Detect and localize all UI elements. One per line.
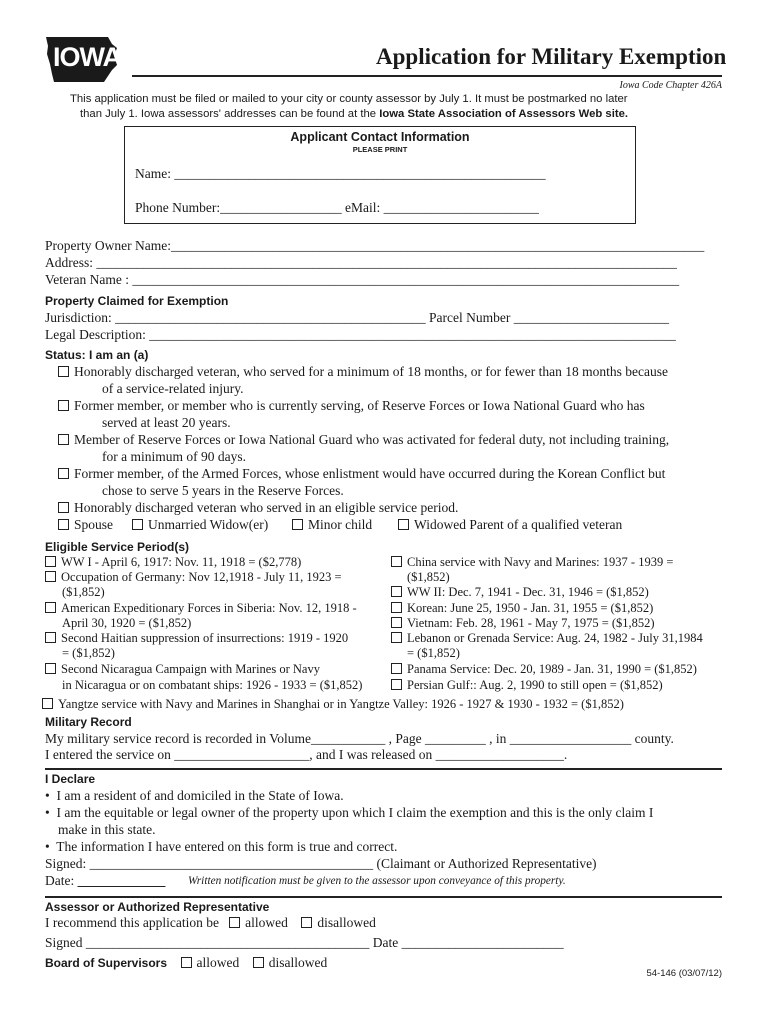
service-option-vietnam[interactable] [391,616,655,631]
service-text-cont: ($1,852) [62,585,105,599]
checkbox[interactable] [58,468,69,479]
logo-text: IOWA [53,42,121,72]
declaration-bullet: • I am the equitable or legal owner of the property upon which I claim the exemption and this is the only claim I [45,805,654,820]
status-option[interactable] [58,432,669,448]
service-option-ww2[interactable] [391,585,649,600]
relative-option-spouse[interactable] [58,517,113,533]
service-text: China service with Navy and Marines: 1937 - 1939 = [407,555,674,569]
service-text-cont: in Nicaragua or on combatant ships: 1926 - 1933 = ($1,852) [62,678,363,692]
service-text: American Expeditionary Forces in Siberia: Nov. 12, 1918 - [61,601,357,615]
checkbox[interactable] [229,917,240,928]
status-text-cont: for a minimum of 90 days. [102,449,246,464]
checkbox[interactable] [132,519,143,530]
claimant-date-field[interactable] [45,873,165,889]
board-disallowed-option[interactable] [253,955,328,970]
relative-label: Widowed Parent of a qualified veteran [414,517,623,532]
status-text: Former member, or member who is currently serving, of Reserve Forces or Iowa National Guard who has [74,398,645,413]
declaration-text: The information I have entered on this form is true and correct. [56,839,398,854]
service-option-persian-gulf[interactable] [391,678,663,693]
property-heading: Property Claimed for Exemption [45,294,229,308]
status-text-cont: served at least 20 years. [102,415,231,430]
service-text: WW II: Dec. 7, 1941 - Dec. 31, 1946 = ($1,852) [407,585,649,599]
iowa-logo [44,34,120,84]
checkbox[interactable] [45,602,56,613]
service-option-siberia[interactable] [45,601,357,616]
service-text-cont: April 30, 1920 = ($1,852) [62,616,192,630]
declaration-text-cont: make in this state. [58,822,156,837]
service-text-cont: = ($1,852) [407,646,460,660]
service-text: Occupation of Germany: Nov 12,1918 - July 11, 1923 = [61,570,342,584]
property-owner-field[interactable]: Property Owner Name:_______________________________________________________________________________ [45,238,705,253]
checkbox[interactable] [42,698,53,709]
declaration-text: I am a resident of and domiciled in the State of Iowa. [56,788,344,803]
disallowed-label: disallowed [317,915,376,930]
service-record-volume-field[interactable]: My military service record is recorded in Volume___________ , Page _________ , in __________________ county. [45,731,674,746]
code-reference: Iowa Code Chapter 426A [619,80,722,91]
status-option[interactable] [58,500,458,516]
service-text: Panama Service: Dec. 20, 1989 - Jan. 31, 1990 = ($1,852) [407,662,697,676]
page-title: Application for Military Exemption [376,44,727,69]
service-option-nicaragua[interactable] [45,662,320,677]
declare-heading: I Declare [45,772,96,786]
intro-line-2-text: than July 1. Iowa assessors' addresses can be found at the [80,108,380,120]
service-option-ww1[interactable] [45,555,301,570]
checkbox[interactable] [301,917,312,928]
relative-option-widow[interactable] [132,517,268,533]
declaration-bullet: • The information I have entered on this form is true and correct. [45,839,398,854]
service-text: Persian Gulf:: Aug. 2, 1990 to still open = ($1,852) [407,678,663,692]
service-option-germany[interactable] [45,570,342,585]
veteran-name-field[interactable]: Veteran Name : _________________________________________________________________________________ [45,272,680,287]
conveyance-notice: Written notification must be given to the assessor upon conveyance of this property. [188,875,566,887]
legal-description-field[interactable]: Legal Description: ______________________________________________________________________________ [45,327,676,342]
status-text: Honorably discharged veteran who served in an eligible service period. [74,500,459,515]
declaration-bullet: • I am a resident of and domiciled in the State of Iowa. [45,788,344,803]
contact-box [124,126,636,224]
intro-line-1: This application must be filed or mailed to your city or county assessor by July 1. It must be postmarked no later [70,93,628,105]
claimant-signature-field[interactable]: Signed: __________________________________________ (Claimant or Authorized Representative) [45,856,597,871]
service-text: Korean: June 25, 1950 - Jan. 31, 1955 = ($1,852) [407,601,654,615]
checkbox[interactable] [391,602,402,613]
board-of-supervisors-row [45,955,327,971]
service-text: Second Haitian suppression of insurrections: 1919 - 1920 [61,631,349,645]
status-option[interactable] [58,364,668,380]
recommend-label: I recommend this application be [45,915,219,930]
date-blank[interactable]: _____________ [77,873,166,888]
assessors-website-reference: Iowa State Association of Assessors Web site. [379,108,629,120]
section-rule [45,768,722,770]
service-text: Yangtze service with Navy and Marines in Shanghai or in Yangtze Valley: 1926 - 1927 & 1930 - 1932 = ($1,852) [58,697,624,711]
service-option-korean[interactable] [391,601,653,616]
service-option-haiti[interactable] [45,631,348,646]
checkbox[interactable] [58,366,69,377]
checkbox[interactable] [253,957,264,968]
service-option-lebanon[interactable] [391,631,703,646]
status-heading: Status: I am an (a) [45,348,149,362]
military-record-heading: Military Record [45,715,132,729]
status-text-cont: of a service-related injury. [102,381,244,396]
service-option-yangtze[interactable] [42,697,624,712]
checkbox[interactable] [292,519,303,530]
date-label: Date: [45,873,75,888]
checkbox[interactable] [391,632,402,643]
checkbox[interactable] [58,519,69,530]
assessor-disallowed-option[interactable] [301,915,376,930]
relative-label: Spouse [74,517,114,532]
assessor-signature-field[interactable]: Signed __________________________________________ Date ________________________ [45,935,564,950]
relative-option-widowed-parent[interactable] [398,517,622,533]
assessor-recommendation [45,915,376,931]
intro-line-2 [80,108,628,120]
service-text-cont: = ($1,852) [62,646,115,660]
form-number: 54-146 (03/07/12) [646,968,722,979]
checkbox[interactable] [58,434,69,445]
service-text: Vietnam: Feb. 28, 1961 - May 7, 1975 = ($1,852) [407,616,655,630]
status-text-cont: chose to serve 5 years in the Reserve Forces. [102,483,344,498]
service-text: WW I - April 6, 1917: Nov. 11, 1918 = ($2,778) [61,555,302,569]
checkbox[interactable] [391,556,402,567]
status-option[interactable] [58,466,665,482]
relative-option-minor-child[interactable] [292,517,372,533]
checkbox[interactable] [45,632,56,643]
checkbox[interactable] [45,571,56,582]
status-text: Former member, of the Armed Forces, whose enlistment would have occurred during the Korean Conflict but [74,466,666,481]
service-option-panama[interactable] [391,662,697,677]
assessor-allowed-option[interactable] [229,915,288,930]
phone-email-field[interactable]: Phone Number:__________________ eMail: _______________________ [135,200,539,215]
relative-label: Minor child [308,517,373,532]
relative-label: Unmarried Widow(er) [148,517,269,532]
checkbox[interactable] [45,663,56,674]
disallowed-label: disallowed [268,955,328,970]
checkbox[interactable] [45,556,56,567]
name-field[interactable]: Name: _______________________________________________________ [135,166,546,181]
status-text: Honorably discharged veteran, who served for a minimum of 18 months, or for fewer than 18 months because [74,364,668,379]
checkbox[interactable] [58,502,69,513]
service-text: Lebanon or Grenada Service: Aug. 24, 1982 - July 31,1984 [407,631,703,645]
checkbox[interactable] [398,519,409,530]
allowed-label: allowed [196,955,240,970]
checkbox[interactable] [181,957,192,968]
assessor-heading: Assessor or Authorized Representative [45,900,270,914]
status-option[interactable] [58,398,645,414]
declaration-text: I am the equitable or legal owner of the property upon which I claim the exemption and this is the only claim I [56,805,654,820]
address-field[interactable]: Address: ______________________________________________________________________________________ [45,255,677,270]
service-text-cont: ($1,852) [407,570,450,584]
jurisdiction-parcel-field[interactable]: Jurisdiction: ______________________________________________ Parcel Number _______________________ [45,310,669,325]
service-option-china[interactable] [391,555,673,570]
eligible-service-heading: Eligible Service Period(s) [45,540,190,554]
checkbox[interactable] [391,586,402,597]
section-rule [45,896,722,898]
title-rule [132,75,722,77]
checkbox[interactable] [391,679,402,690]
checkbox[interactable] [391,663,402,674]
service-text: Second Nicaragua Campaign with Marines or Navy [61,662,320,676]
status-text: Member of Reserve Forces or Iowa National Guard who was activated for federal duty, not including training, [74,432,670,447]
board-heading: Board of Supervisors [45,956,168,970]
checkbox[interactable] [58,400,69,411]
board-allowed-option[interactable] [181,955,240,970]
allowed-label: allowed [245,915,288,930]
please-print-note: PLEASE PRINT [352,145,408,154]
contact-heading: Applicant Contact Information [290,130,470,144]
service-dates-field[interactable]: I entered the service on ____________________, and I was released on ___________________. [45,747,568,762]
checkbox[interactable] [391,617,402,628]
